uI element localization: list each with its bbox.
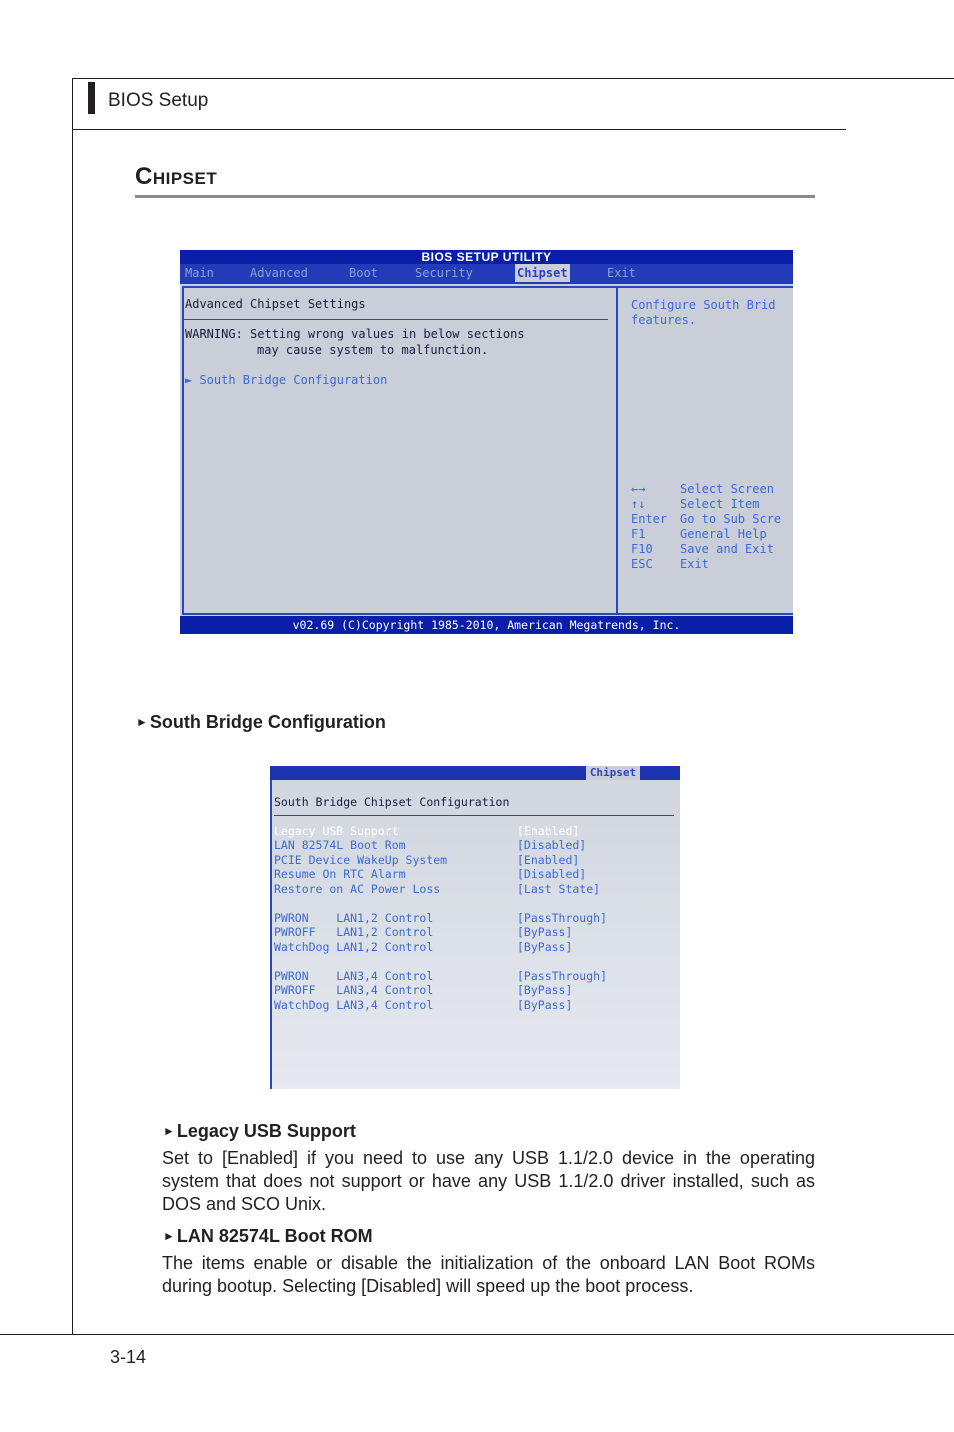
key-action-4: Save and Exit (680, 542, 774, 556)
sb-item-value-3[interactable]: [Disabled] (517, 867, 587, 881)
section-title: Chipset (135, 163, 218, 190)
warning-line-2: may cause system to malfunction. (257, 343, 489, 357)
key-action-2: Go to Sub Scre (680, 512, 782, 526)
section-rule (135, 195, 815, 198)
sb-item-label-0[interactable]: Legacy USB Support (274, 824, 399, 838)
key-0: ←→ (631, 482, 646, 496)
bios-copyright: v02.69 (C)Copyright 1985-2010, American Megatrends, Inc. (180, 616, 793, 634)
sb-item-value-0[interactable]: [Enabled] (517, 824, 580, 838)
menu-advanced[interactable]: Advanced (250, 266, 308, 280)
sb-item-label-6[interactable]: PWROFF LAN1,2 Control (274, 925, 434, 939)
warning-line-1: WARNING: Setting wrong values in below sections (185, 327, 525, 341)
key-2: Enter (631, 512, 668, 526)
sb-item-label-9[interactable]: PWROFF LAN3,4 Control (274, 983, 434, 997)
bios2-panel-rule (274, 815, 674, 816)
lan-boot-heading-text: LAN 82574L Boot ROM (176, 1226, 373, 1246)
sb-item-label-7[interactable]: WatchDog LAN1,2 Control (274, 940, 434, 954)
key-5: ESC (631, 557, 653, 571)
sb-item-value-7[interactable]: [ByPass] (517, 940, 573, 954)
panel-title: Advanced Chipset Settings (185, 297, 366, 311)
frame-top-line (72, 78, 954, 79)
bios-screenshot-main (180, 250, 793, 634)
page-number: 3-14 (110, 1347, 147, 1367)
sb-item-value-4[interactable]: [Last State] (517, 882, 601, 896)
key-action-3: General Help (680, 527, 767, 541)
bullet-triangle-icon: ► (163, 1229, 175, 1243)
help-line-2: features. (631, 313, 697, 327)
lan-boot-description: The items enable or disable the initialization of the onboard LAN Boot ROMs during bootup. Selecting [Disabled] will speed up the boot process. (162, 1253, 815, 1296)
submenu-south-bridge[interactable] (185, 373, 387, 387)
bullet-triangle-icon: ► (136, 715, 148, 729)
submenu-arrow-icon: ► (185, 373, 200, 387)
help-line-1: Configure South Brid (631, 298, 776, 312)
sb-item-value-8[interactable]: [PassThrough] (517, 969, 608, 983)
menu-exit[interactable]: Exit (607, 266, 636, 280)
menu-main[interactable]: Main (185, 266, 214, 280)
sb-item-label-8[interactable]: PWRON LAN3,4 Control (274, 969, 434, 983)
sb-item-value-10[interactable]: [ByPass] (517, 998, 573, 1012)
legacy-usb-description: Set to [Enabled] if you need to use any USB 1.1/2.0 device in the operating system that does not support or have any USB 1.1/2.0 driver installed, such as DOS and SCO Unix. (162, 1148, 815, 1214)
key-action-5: Exit (680, 557, 709, 571)
submenu-label: South Bridge Configuration (199, 373, 388, 387)
key-action-0: Select Screen (680, 482, 774, 496)
bios2-tab-chipset[interactable]: Chipset (586, 766, 640, 780)
menu-security[interactable]: Security (415, 266, 473, 280)
sb-item-label-1[interactable]: LAN 82574L Boot Rom (274, 838, 406, 852)
menu-chipset[interactable]: Chipset (517, 266, 568, 280)
bios-title: BIOS SETUP UTILITY (180, 250, 793, 264)
south-bridge-heading (136, 712, 386, 733)
bios2-panel-title: South Bridge Chipset Configuration (274, 795, 510, 809)
sb-item-label-5[interactable]: PWRON LAN1,2 Control (274, 911, 434, 925)
sb-item-label-4[interactable]: Restore on AC Power Loss (274, 882, 441, 896)
legacy-usb-heading (163, 1121, 356, 1142)
sb-item-label-10[interactable]: WatchDog LAN3,4 Control (274, 998, 434, 1012)
key-1: ↑↓ (631, 497, 646, 511)
bullet-triangle-icon: ► (163, 1124, 175, 1138)
sb-item-value-1[interactable]: [Disabled] (517, 838, 587, 852)
sb-item-value-9[interactable]: [ByPass] (517, 983, 573, 997)
bios-panel-divider (616, 286, 618, 613)
sb-item-label-2[interactable]: PCIE Device WakeUp System (274, 853, 448, 867)
south-bridge-heading-text: South Bridge Configuration (149, 712, 386, 732)
footer-rule (0, 1334, 954, 1335)
lan-boot-heading (163, 1226, 373, 1247)
header-title: BIOS Setup (108, 90, 209, 111)
legacy-usb-heading-text: Legacy USB Support (176, 1121, 356, 1141)
key-action-1: Select Item (680, 497, 760, 511)
sb-item-value-6[interactable]: [ByPass] (517, 925, 573, 939)
sb-item-value-2[interactable]: [Enabled] (517, 853, 580, 867)
sb-item-label-3[interactable]: Resume On RTC Alarm (274, 867, 406, 881)
bios2-left-border (270, 780, 272, 1089)
header-rule (72, 129, 846, 130)
frame-left-line (72, 78, 73, 1335)
key-3: F1 (631, 527, 646, 541)
sb-item-value-5[interactable]: [PassThrough] (517, 911, 608, 925)
menu-boot[interactable]: Boot (349, 266, 378, 280)
key-4: F10 (631, 542, 653, 556)
header-marker (88, 82, 95, 114)
bios-panel-rule (184, 319, 608, 320)
bios-menu-bar (180, 264, 793, 284)
bios-screenshot-south-bridge (270, 766, 680, 1089)
